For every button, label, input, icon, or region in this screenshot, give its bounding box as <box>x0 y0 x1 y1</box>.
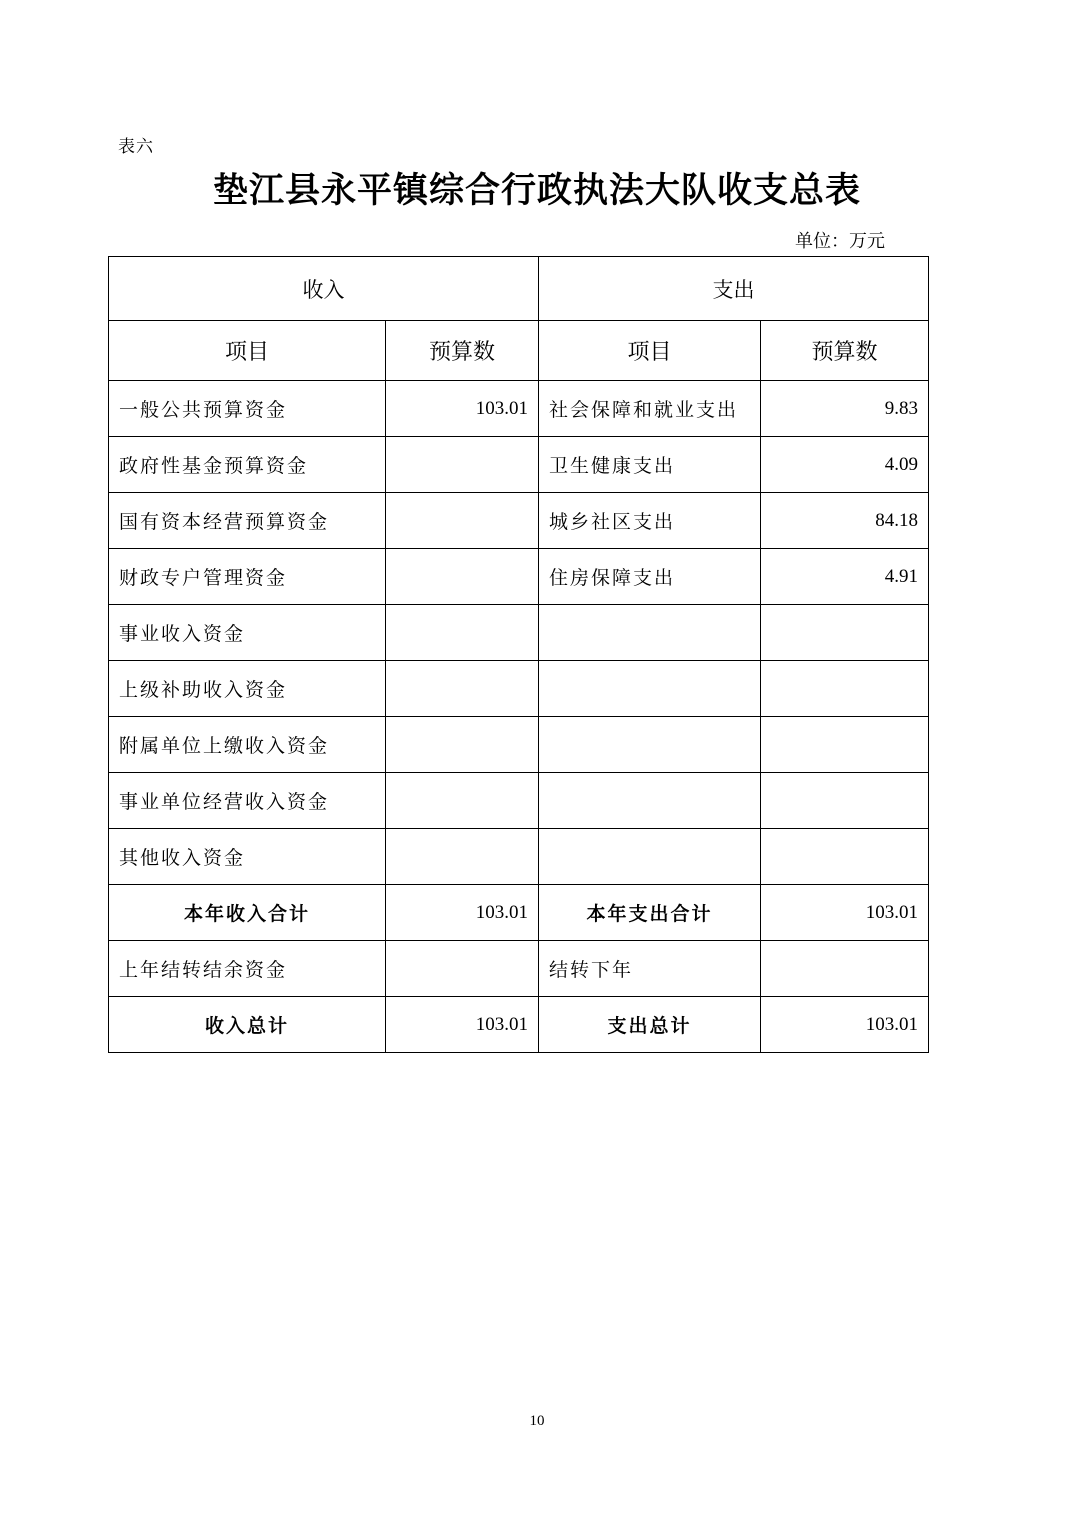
table-row <box>109 549 929 605</box>
income-item-cell: 一般公共预算资金 <box>109 381 386 437</box>
year-expense-total-label: 本年支出合计 <box>539 885 761 941</box>
income-budget-header: 预算数 <box>386 321 539 381</box>
income-item-header: 项目 <box>109 321 386 381</box>
table-row <box>109 661 929 717</box>
expense-budget-cell <box>761 773 929 829</box>
income-item-cell: 附属单位上缴收入资金 <box>109 717 386 773</box>
expense-item-cell <box>539 829 761 885</box>
carryover-expense-label: 结转下年 <box>539 941 761 997</box>
table-row <box>109 717 929 773</box>
income-budget-cell: 103.01 <box>386 381 539 437</box>
expense-item-cell: 卫生健康支出 <box>539 437 761 493</box>
table-row <box>109 773 929 829</box>
income-item-cell: 上级补助收入资金 <box>109 661 386 717</box>
expense-budget-cell <box>761 605 929 661</box>
totals-body <box>109 885 929 1053</box>
carryover-income-value <box>386 941 539 997</box>
income-budget-cell <box>386 829 539 885</box>
grand-income-total-label: 收入总计 <box>109 997 386 1053</box>
income-item-cell: 事业收入资金 <box>109 605 386 661</box>
expense-item-cell <box>539 717 761 773</box>
year-income-total-value: 103.01 <box>386 885 539 941</box>
income-budget-cell <box>386 717 539 773</box>
expense-section-header: 支出 <box>539 257 929 321</box>
income-budget-cell <box>386 437 539 493</box>
table-body <box>109 257 929 381</box>
page-title: 垫江县永平镇综合行政执法大队收支总表 <box>212 170 861 211</box>
expense-item-cell: 住房保障支出 <box>539 549 761 605</box>
grand-income-total-value: 103.01 <box>386 997 539 1053</box>
income-budget-cell <box>386 549 539 605</box>
carryover-expense-value <box>761 941 929 997</box>
expense-budget-cell <box>761 661 929 717</box>
income-budget-cell <box>386 605 539 661</box>
expense-budget-cell: 84.18 <box>761 493 929 549</box>
expense-item-cell: 社会保障和就业支出 <box>539 381 761 437</box>
table-row <box>109 605 929 661</box>
expense-item-cell <box>539 773 761 829</box>
table-number: 表六 <box>118 137 154 157</box>
income-budget-cell <box>386 493 539 549</box>
expense-budget-cell <box>761 829 929 885</box>
income-budget-cell <box>386 773 539 829</box>
income-budget-cell <box>386 661 539 717</box>
income-item-cell: 政府性基金预算资金 <box>109 437 386 493</box>
expense-budget-cell: 4.91 <box>761 549 929 605</box>
grand-expense-total-label: 支出总计 <box>539 997 761 1053</box>
table-row <box>109 381 929 437</box>
income-item-cell: 财政专户管理资金 <box>109 549 386 605</box>
revenue-expenditure-table <box>108 256 929 1053</box>
income-section-header: 收入 <box>109 257 539 321</box>
table-row <box>109 493 929 549</box>
expense-item-cell: 城乡社区支出 <box>539 493 761 549</box>
unit-label: 单位：万元 <box>795 231 885 252</box>
carryover-row <box>109 941 929 997</box>
expense-budget-cell <box>761 717 929 773</box>
grand-expense-total-value: 103.01 <box>761 997 929 1053</box>
section-header-row <box>109 257 929 321</box>
expense-budget-cell: 9.83 <box>761 381 929 437</box>
income-item-cell: 其他收入资金 <box>109 829 386 885</box>
table-row <box>109 829 929 885</box>
income-item-cell: 事业单位经营收入资金 <box>109 773 386 829</box>
expense-budget-cell: 4.09 <box>761 437 929 493</box>
page-number: 10 <box>529 1413 545 1429</box>
data-rows <box>109 381 929 885</box>
expense-item-cell <box>539 605 761 661</box>
year-total-row <box>109 885 929 941</box>
column-header-row <box>109 321 929 381</box>
expense-item-header: 项目 <box>539 321 761 381</box>
income-item-cell: 国有资本经营预算资金 <box>109 493 386 549</box>
expense-item-cell <box>539 661 761 717</box>
table-row <box>109 437 929 493</box>
year-income-total-label: 本年收入合计 <box>109 885 386 941</box>
grand-total-row <box>109 997 929 1053</box>
year-expense-total-value: 103.01 <box>761 885 929 941</box>
expense-budget-header: 预算数 <box>761 321 929 381</box>
carryover-income-label: 上年结转结余资金 <box>109 941 386 997</box>
